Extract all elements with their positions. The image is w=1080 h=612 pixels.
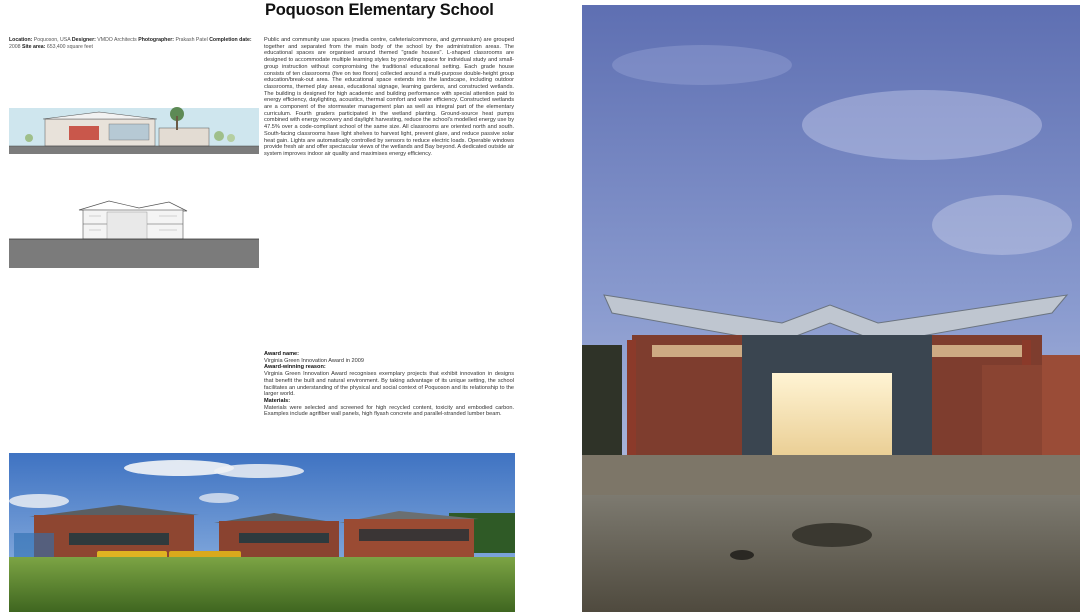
award-name-heading: Award name: xyxy=(264,351,300,357)
location-label: Location: xyxy=(9,37,33,43)
elevation-drawing xyxy=(9,106,259,154)
materials-heading: Materials: xyxy=(264,397,291,404)
photographer-value: Prakash Patel xyxy=(175,37,208,43)
completion-value: 2008 xyxy=(9,43,21,50)
site-area-value: 653,400 square feet xyxy=(46,43,93,50)
award-name: Virginia Green Innovation Award in 2009 xyxy=(264,357,364,364)
award-reason-heading: Award-winning reason: xyxy=(264,364,326,371)
photographer-label: Photographer: xyxy=(138,37,174,43)
page-title: Poquoson Elementary School xyxy=(265,1,494,19)
award-reason: Virginia Green Innovation Award recognises exemplary projects that exhibit innovation in designs that benefit the built and natural environment. By taking advantage of its unique setting, the school facilitates an understanding of the physical and social context of Poquoson and its relationship to the larger world. xyxy=(264,371,514,398)
materials-text: Materials were selected and screened for high recycled content, toxicity and embodied carbon. Examples include agrifiber wall panels, high flyash concrete and parallel-stranded lumber beam. xyxy=(264,404,514,418)
dusk-facade-photo xyxy=(582,5,1080,612)
project-meta xyxy=(9,37,261,51)
designer-label: Designer: xyxy=(71,37,96,43)
exterior-photo xyxy=(9,453,515,612)
site-area-label: Site area: xyxy=(22,43,46,50)
description-text: Public and community use spaces (media centre, cafeteria/commons, and gymnasium) are grouped together and separated from the main body of the school by the administration areas. The educational spaces are organised around themed "grade houses". L-shaped classrooms are designed to accommodate multiple learning styles by providing space for individual study and small-group instruction without compromising the traditional educational setting. Each grade house consists of ten classrooms (five on two floors) collected around a multi-purpose double-height group education/break-out area. The educational space extends into the landscape, including outdoor classrooms, themed play areas, educational signage, learning gardens, and constructed wetlands. The building is designed for high academic and building performance with special attention paid to energy efficiency, daylighting, acoustics, thermal comfort and water efficiency. Constructed wetlands are a component of the stormwater management plan as well as integral part of the elementary curriculum. Fourth graders participated in the wetland planting. Ground-source heat pumps combined with energy recovery and daylight harvesting, reduce the school's modelled energy use by 47.5% over a code-compliant school of the same size. All classrooms are oriented north and south. South-facing classrooms have light shelves to harvest light, prevent glare, and reduce passive solar heat gain. Lights are automatically controlled by sensors to reduce electric loads. Operable windows provide fresh air and offer spectacular views of the wetlands and Bay beyond. A dedicated outside air system improves indoor air quality and maximises energy efficiency. xyxy=(264,37,514,157)
section-drawing xyxy=(9,196,259,268)
award-info xyxy=(264,351,514,418)
location-value: Poquoson, USA xyxy=(33,37,71,43)
completion-label: Completion date: xyxy=(209,37,252,43)
designer-value: VMDO Architects xyxy=(97,37,137,43)
